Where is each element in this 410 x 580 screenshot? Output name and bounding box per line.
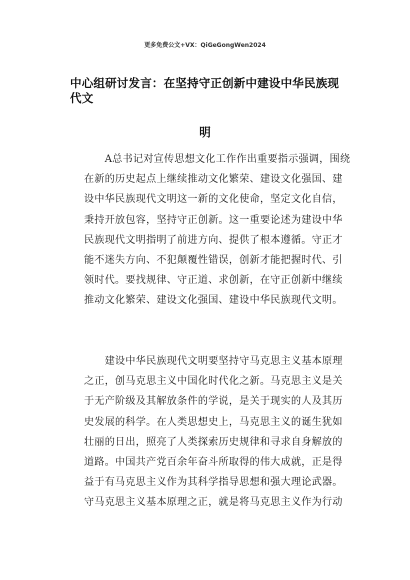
paragraph-line: 于无产阶级及其解放条件的学说，是关于现实的人及其历 (84, 396, 343, 408)
paragraph-line: 道路。中国共产党百余年奋斗所取得的伟大成就，正是得 (84, 457, 343, 469)
paragraph-line: 之正，创马克思主义中国化时代化之新。马克思主义是关 (84, 376, 343, 388)
paragraph-line: 秉持开放包容，坚持守正创新。这一重要论述为建设中华 (84, 214, 343, 226)
paragraph-1 (84, 150, 351, 312)
paragraph-line: 民族现代文明指明了前进方向、提供了根本遵循。守正才 (84, 234, 343, 246)
paragraph-line: 在新的历史起点上继续推动文化繁荣、建设文化强国、建 (84, 174, 343, 186)
page-header: 更多免费公文+VX：QiGeGongWen2024 (144, 42, 266, 49)
paragraph-line: 建设中华民族现代文明要坚持守马克思主义基本原理 (84, 356, 343, 367)
paragraph-line: 能不迷失方向、不犯颠覆性错误，创新才能把握时代、引 (84, 255, 343, 267)
paragraph-line: 壮丽的日出，照亮了人类探索历史规律和寻求自身解放的 (84, 436, 343, 448)
paragraph-2 (84, 352, 343, 514)
paragraph-line: 守马克思主义基本原理之正，就是将马克思主义作为行动 (84, 497, 343, 509)
document-title: 中心组研讨发言：在坚持守正创新中建设中华民族现代文 (70, 76, 340, 105)
paragraph-line: A总书记对宣传思想文化工作作出重要指示强调，围绕 (84, 154, 351, 165)
paragraph-line: 设中华民族现代文明这一新的文化使命，坚定文化自信， (84, 194, 343, 206)
document-title-continuation: 明 (199, 125, 211, 139)
paragraph-line: 史发展的科学。在人类思想史上，马克思主义的诞生犹如 (84, 416, 343, 428)
paragraph-line: 领时代。要找规律、守正道、求创新，在守正创新中继续 (84, 275, 343, 287)
paragraph-line: 推动文化繁荣、建设文化强国、建设中华民族现代文明。 (84, 295, 343, 307)
paragraph-line: 益于有马克思主义作为其科学指导思想和强大理论武器。 (84, 477, 343, 489)
